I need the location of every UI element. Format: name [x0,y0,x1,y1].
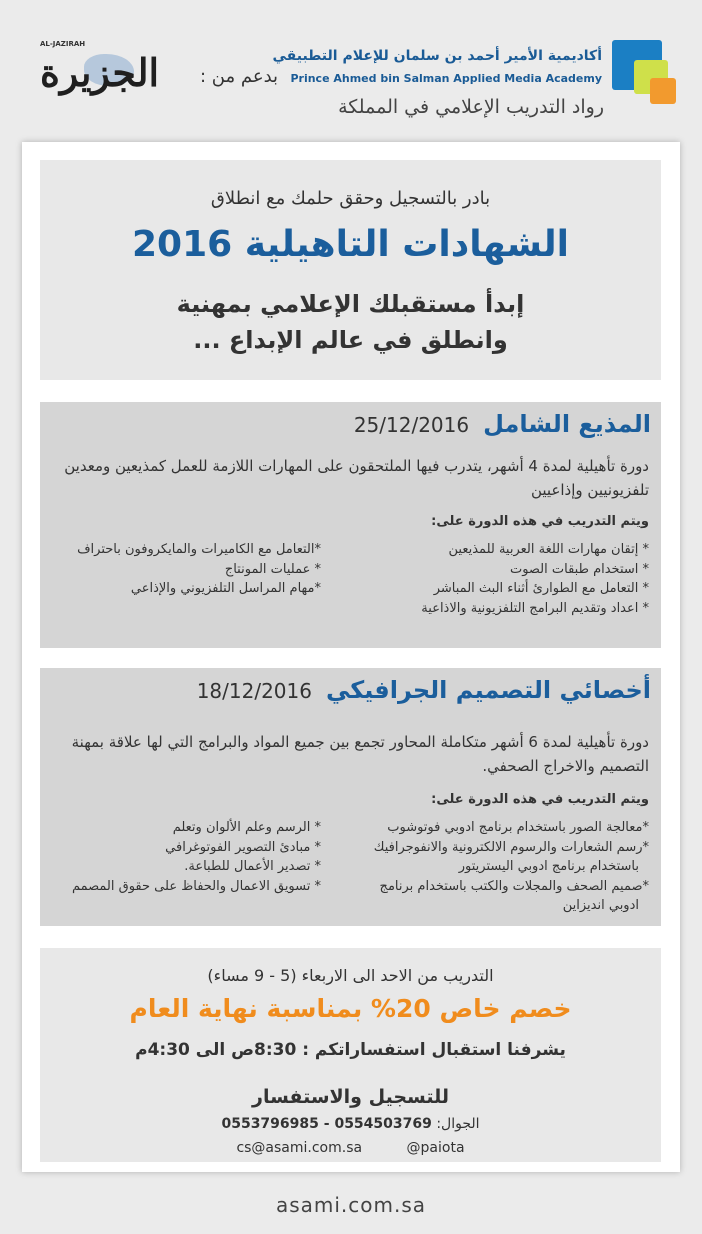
sponsor-name-english: AL-JAZIRAH [40,40,86,48]
contact-links [40,1140,661,1156]
course-description: دورة تأهيلية لمدة 4 أشهر، يتدرب فيها الملتحقون على المهارات اللازمة للعمل كمذيعين ومعدين تلفزيونيين وإذاعيين [64,457,649,499]
list-item: باستخدام برنامج ادوبي اليستريتور [458,859,639,874]
logo-square-orange [650,78,676,104]
course-list-intro: ويتم التدريب في هذه الدورة على: [431,792,649,807]
intro-line: بادر بالتسجيل وحقق حلمك مع انطلاق [210,188,491,209]
list-item: *مهام المراسل التلفزيوني والإذاعي [130,581,321,596]
contact-panel [40,948,661,1162]
academy-name-english: Prince Ahmed bin Salman Applied Media Academy [290,72,602,85]
website-url[interactable]: asami.com.sa [275,1193,427,1217]
list-item: *صميم الصحف والمجلات والكتب باستخدام برنامج [379,878,649,894]
course-panel-announcer [40,402,661,648]
course-title [197,676,651,704]
list-item: * اعداد وتقديم البرامج التلفزيونية والاذاعية [421,600,649,616]
course-date: 25/12/2016 [353,413,470,437]
course-panel-graphic-design [40,668,661,926]
list-item: * تسويق الاعمال والحفاظ على حقوق المصمم [71,878,321,894]
contact-title: للتسجيل والاستفسار [252,1086,449,1108]
list-item: * مبادئ التصوير الفوتوغرافي [165,839,321,855]
academy-name-arabic: أكاديمية الأمير أحمد بن سلمان للإعلام التطبيقي [272,48,602,64]
office-hours: يشرفنا استقبال استفساراتكم : 8:30ص الى 4:30م [135,1040,566,1060]
academy-logo [612,40,676,104]
academy-slogan: رواد التدريب الإعلامي في المملكة [338,96,604,118]
course-topics-right [374,818,649,916]
sponsor-name-arabic: الجزيرة [40,50,160,95]
intro-title: الشهادات التاهيلية 2016 [132,224,569,265]
course-date: 18/12/2016 [196,679,312,703]
mobile-numbers[interactable]: 0554503769 - 0553796985 [221,1116,432,1132]
course-description: دورة تأهيلية لمدة 6 أشهر متكاملة المحاور تجمع بين جميع المواد والبرامج التي لها علاقة بمهنة التصميم والاخراج الصحفي. [71,733,649,775]
intro-subtitle-2: وانطلق في عالم الإبداع ... [193,326,508,354]
social-handle[interactable]: @paiota [406,1140,465,1156]
course-name: المذيع الشامل [483,410,651,438]
email-link[interactable]: cs@asami.com.sa [236,1140,363,1156]
list-item: * تصدير الأعمال للطباعة. [184,859,321,874]
course-name: أخصائي التصميم الجرافيكي [325,676,651,704]
sponsor-label: بدعم من : [200,66,279,87]
list-item: * الرسم وعلم الألوان وتعلم [172,820,321,835]
intro-panel [40,160,661,380]
list-item: * إتقان مهارات اللغة العربية للمذيعين [448,542,649,557]
intro-subtitle-1: إبدأ مستقبلك الإعلامي بمهنية [176,290,525,318]
list-item: * استخدام طبقات الصوت [509,561,649,577]
list-item: * عمليات المونتاج [224,561,321,577]
course-list-intro: ويتم التدريب في هذه الدورة على: [431,514,649,529]
course-topics-left [77,540,321,599]
list-item: *رسم الشعارات والرسوم الالكترونية والانفوجرافيك [373,839,649,855]
mobile-line [40,1116,661,1132]
sponsor-block [40,40,279,110]
schedule-text: التدريب من الاحد الى الاربعاء (5 - 9 مساء) [207,966,494,985]
list-item: *التعامل مع الكاميرات والمايكروفون باحتراف [77,542,321,557]
list-item: *معالجة الصور باستخدام برنامج ادوبي فوتوشوب [387,820,649,835]
list-item: * التعامل مع الطوارئ أثناء البث المباشر [433,581,649,596]
mobile-label: الجوال: [436,1116,480,1132]
course-topics-left [72,818,321,896]
course-title [354,410,651,438]
course-topics-right [421,540,649,618]
list-item: ادوبي انديزاين [562,898,639,913]
sponsor-logo [40,50,159,95]
discount-banner: خصم خاص 20% بمناسبة نهاية العام [129,994,572,1023]
